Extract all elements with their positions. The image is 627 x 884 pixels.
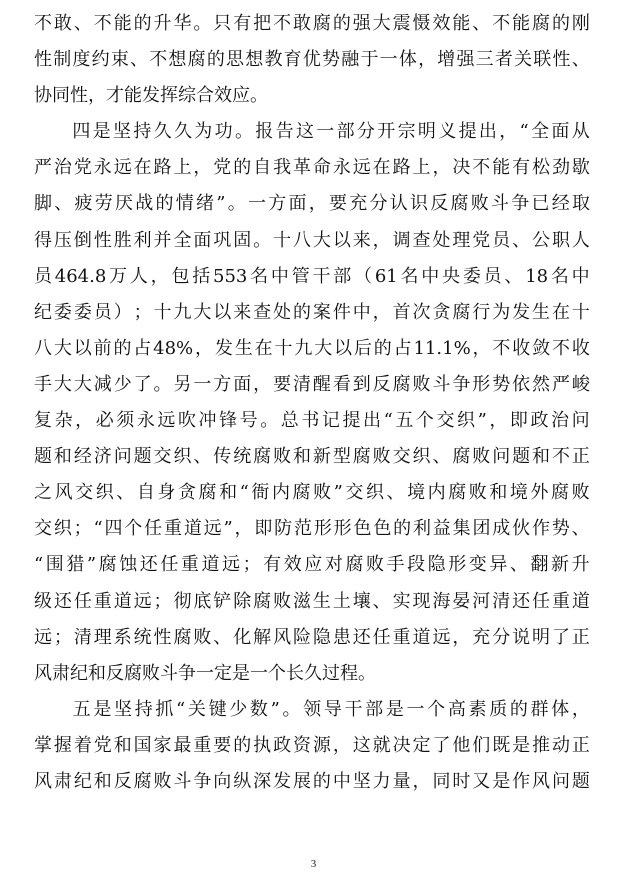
text-line: 掌 握 着 党 和 国 家 最 重 要 的 执 政 资 源 ， 这 就 决 定 了 他 们 既 是 推 动 正 [34, 734, 590, 756]
text-line: 八 大 以 前 的 占 48% ， 发 生 在 十 九 大 以 后 的 占 11.1% ， 不 收 敛 不 收 [34, 337, 590, 359]
text-line: 纪 委 委 员 ） ； 十 九 大 以 来 查 处 的 案 件 中 ， 首 次 贪 腐 行 为 发 生 在 十 [34, 301, 590, 323]
text-line: 性 制 度 约 束 、 不 想 腐 的 思 想 教 育 优 势 融 于 一 体 ， 增 强 三 者 关 联 性 、 [34, 49, 590, 71]
text-line: 复 杂 ， 必 须 永 远 吹 冲 锋 号 。 总 书 记 提 出 “ 五 个 交 织 ” ， 即 政 治 问 [34, 410, 590, 432]
text-line: 交 织 ； “ 四 个 任 重 道 远 ” ， 即 防 范 形 形 色 色 的 利 益 集 团 成 伙 作 势 、 [34, 518, 590, 540]
text-line: 脚 、 疲 劳 厌 战 的 情 绪 ” 。 一 方 面 ， 要 充 分 认 识 反 腐 败 斗 争 已 经 取 [34, 193, 590, 215]
text-line: 四 是 坚 持 久 久 为 功 。 报 告 这 一 部 分 开 宗 明 义 提 出 ， “ 全 面 从 [72, 121, 590, 143]
text-line: 远 ； 清 理 系 统 性 腐 败 、 化 解 风 险 隐 患 还 任 重 道 远 ， 充 分 说 明 了 正 [34, 626, 590, 648]
text-line: 协 同 性 ， 才 能 发 挥 综 合 效 应 。 [34, 85, 268, 107]
text-line: 级 还 任 重 道 远 ； 彻 底 铲 除 腐 败 滋 生 土 壤 、 实 现 海 晏 河 清 还 任 重 道 [34, 590, 590, 612]
text-line: 之 风 交 织 、 自 身 贪 腐 和 “ 衙 内 腐 败 ” 交 织 、 境 内 腐 败 和 境 外 腐 败 [34, 482, 590, 504]
text-line: 风 肃 纪 和 反 腐 败 斗 争 向 纵 深 发 展 的 中 坚 力 量 ， 同 时 又 是 作 风 问 题 [34, 770, 590, 792]
text-line: 五 是 坚 持 抓 “ 关 键 少 数 ” 。 领 导 干 部 是 一 个 高 素 质 的 群 体 ， [72, 698, 590, 720]
text-line: 严 治 党 永 远 在 路 上 ， 党 的 自 我 革 命 永 远 在 路 上 ， 决 不 能 有 松 劲 歇 [34, 157, 590, 179]
text-line: 题 和 经 济 问 题 交 织 、 传 统 腐 败 和 新 型 腐 败 交 织 、 腐 败 问 题 和 不 正 [34, 446, 590, 468]
text-line: 手 大 大 减 少 了 。 另 一 方 面 ， 要 清 醒 看 到 反 腐 败 斗 争 形 势 依 然 严 峻 [34, 373, 590, 395]
text-line: 风 肃 纪 和 反 腐 败 斗 争 一 定 是 一 个 长 久 过 程 。 [34, 662, 376, 684]
text-line: 员 464.8 万 人 ， 包 括 553 名 中 管 干 部 （ 61 名 中 央 委 员 、 18 名 中 [34, 265, 590, 287]
body-text [34, 6, 590, 800]
text-line: 得 压 倒 性 胜 利 并 全 面 巩 固 。 十 八 大 以 来 ， 调 查 处 理 党 员 、 公 职 人 [34, 229, 590, 251]
page-number: 3 [310, 858, 317, 870]
text-line: 不 敢 、 不 能 的 升 华 。 只 有 把 不 敢 腐 的 强 大 震 慑 效 能 、 不 能 腐 的 刚 [34, 13, 590, 34]
text-line: “ 围 猎 ” 腐 蚀 还 任 重 道 远 ； 有 效 应 对 腐 败 手 段 隐 形 变 异 、 翻 新 升 [34, 554, 590, 576]
